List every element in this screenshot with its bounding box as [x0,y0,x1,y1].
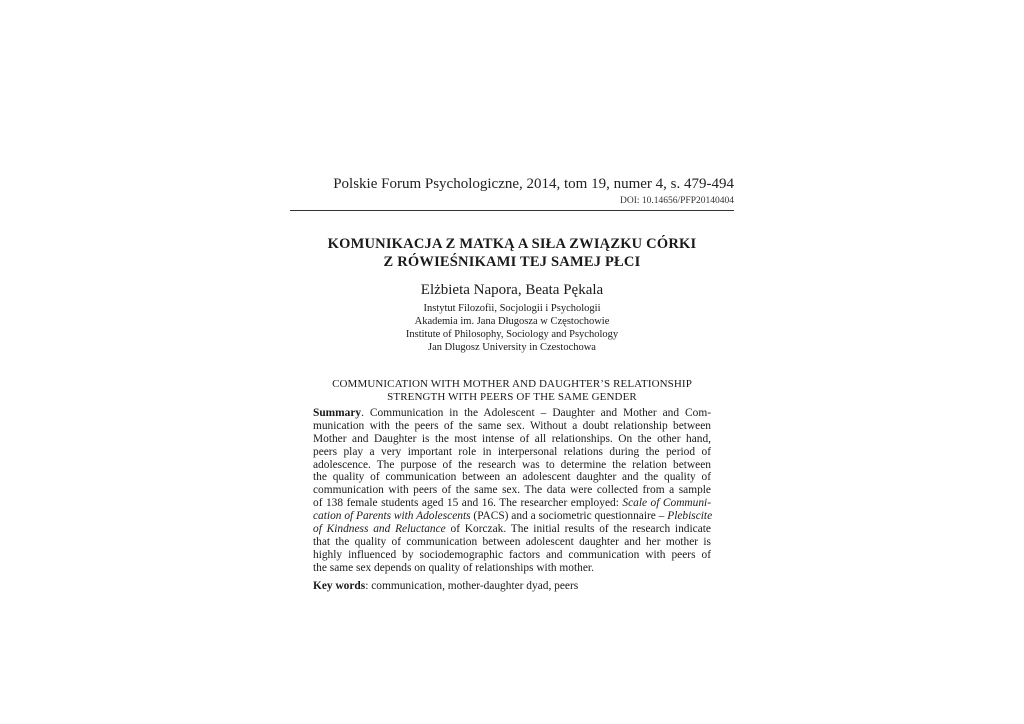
english-title-line-2: STRENGTH WITH PEERS OF THE SAME GENDER [387,390,637,403]
affiliation-line: Instytut Filozofii, Socjologii i Psychologii [423,303,601,314]
abstract-line: that the quality of communication between adolescent daughter and her mother is [313,535,711,548]
title-line-2: Z RÓWIEŚNIKAMI TEJ SAMEJ PŁCI [383,254,641,270]
paper-title [290,235,734,271]
abstract-label: Summary [313,407,362,419]
abstract-line: Mother and Daughter is the most intense of all relationships. On the other hand, [313,432,711,445]
doi: DOI: 10.14656/PFP20140404 [619,196,734,206]
english-title-line-1: COMMUNICATION WITH MOTHER AND DAUGHTER’S RELATIONSHIP [332,378,692,390]
keywords-text: : communication, mother-daughter dyad, peers [365,580,579,592]
abstract-line: of 138 female students aged 15 and 16. The researcher employed: Scale of Communi- [313,497,711,510]
abstract-line: the same sex depends on quality of relationships with mother. [313,561,594,574]
abstract-line: highly influenced by sociodemographic factors and communication with peers of [313,548,711,561]
affiliations [290,302,734,354]
keywords-label: Key words [313,580,366,592]
affiliation-line: Jan Dlugosz University in Czestochowa [428,342,596,353]
abstract-line: peers play a very important role in interpersonal relations during the period of [313,445,711,458]
english-title [290,378,734,403]
abstract-line: munication with the peers of the same sex. Without a doubt relationship between [313,419,711,432]
header-rule [290,210,734,211]
abstract-line: of Kindness and Reluctance of Korczak. The initial results of the research indicate [313,523,711,536]
journal-citation: Polskie Forum Psychologiczne, 2014, tom 19, numer 4, s. 479-494 [333,176,734,192]
abstract-line: adolescence. The purpose of the research was to determine the relation between [313,458,711,471]
abstract-line: communication with peers of the same sex. The data were collected from a sample [313,484,711,497]
affiliation-line: Akademia im. Jana Długosza w Częstochowie [414,316,610,327]
abstract-line: cation of Parents with Adolescents (PACS) and a sociometric questionnaire – Plebiscite [313,510,713,523]
authors: Elżbieta Napora, Beata Pękala [420,282,604,298]
abstract-line: the quality of communication between an adolescent daughter and the quality of [313,471,711,484]
affiliation-line: Institute of Philosophy, Sociology and Psychology [405,329,619,340]
title-line-1: KOMUNIKACJA Z MATKĄ A SIŁA ZWIĄZKU CÓRKI [327,236,697,252]
keywords [313,580,711,592]
abstract [313,407,711,575]
abstract-line: Summary. Communication in the Adolescent – Daughter and Mother and Com- [313,407,711,419]
